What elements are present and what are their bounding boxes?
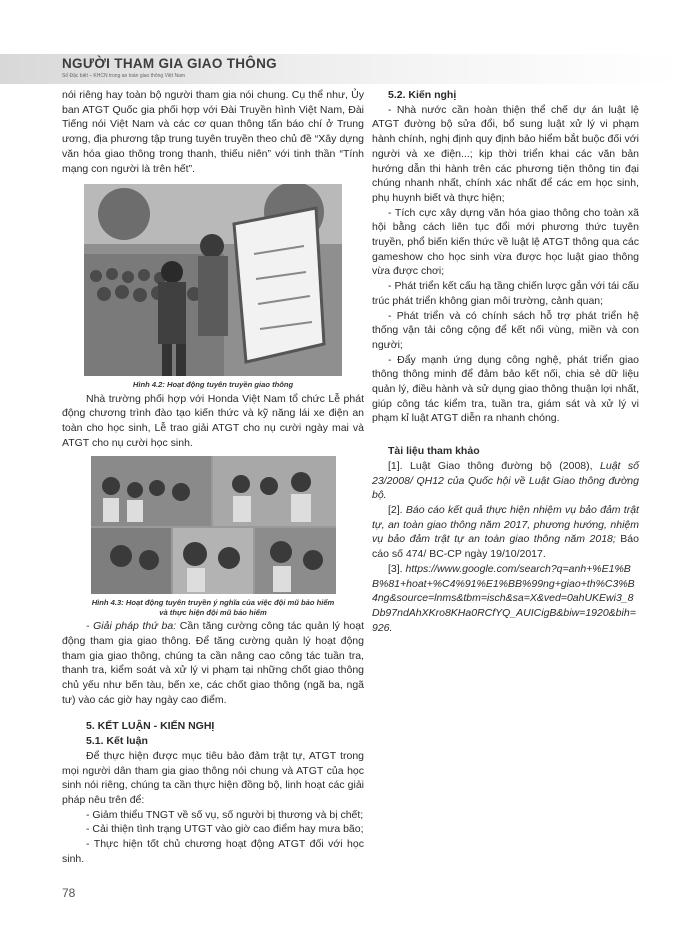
caption-line: Hình 4.3: Hoạt động tuyên truyền ý nghĩa của việc đội mũ bảo hiểm [91,598,335,608]
reference-link[interactable]: https://www.google.com/search?q=anh+%E1%BB%81+hoat+%C4%91%E1%BB%99ng+giao+th%C3%B4ng&source=lnms&tbm=isch&sa=X&ved=0ahUKEwi3_8Db97ndAhXKro8KHa0RCfYQ_AUICigB&biw=1920&bih=926. [372,562,636,634]
recommendation-item: - Phát triển kết cấu hạ tầng chiến lược gắn với tái cấu trúc phát triển không gian môi trường, cảnh quan; [372,280,639,307]
figure-4-2-caption: Hình 4.2: Hoạt động tuyên truyền giao thông [132,380,294,390]
reference-title: Báo cáo kết quả thực hiện nhiệm vụ bảo đảm trật tự, an toàn giao thông năm 2017, phương hướng, nhiệm vụ bảo đảm trật tự an toàn giao thông năm 2018; [372,503,639,546]
paragraph: nói riêng hay toàn bộ người tham gia nói chung. Cụ thể như, Ủy ban ATGT Quốc gia phối hợp với Đài Truyền hình Việt Nam, Đài Tiếng nói Việt Nam và các cơ quan thông tấn báo chí ở Trung ương, địa phương tập trung tuyên truyền theo chủ đề “Xây dựng văn hóa giao thông trong thanh, thiếu niên” với tinh thần “Tính mạng con người là trên hết”. [62,89,364,175]
magazine-subtitle: Số Đặc biệt – KHCN trong an toàn giao thông Việt Nam [62,73,186,79]
page-number: 78 [62,886,76,900]
recommendation-item: - Đẩy mạnh ứng dụng công nghệ, phát triển giao thông thông minh để đảm bảo kết nối, chia sẻ dữ liệu quản lý, điều hành và sử dụng giao thông thuận lợi nhất, giúp công tác kiểm tra, tuần tra, giám sát và xử lý vi phạm kỉ luật ATGT diễn ra nhanh chóng. [372,353,639,425]
reference-title: Luật số 23/2008/ QH12 của Quốc hội về Luật Giao thông đường bộ. [372,459,639,502]
reference-item [372,459,639,503]
reference-text: [1]. Luật Giao thông đường bộ (2008), [388,459,601,472]
reference-text: [3]. [388,562,406,575]
recommendation-item: - Phát triển và có chính sách hỗ trợ phát triển hệ thống vận tải công cộng để kết nối vùng, miền và con người; [372,309,639,351]
reference-text: [2]. [388,503,406,516]
paragraph [62,619,364,707]
traffic-propaganda-photo [84,184,342,376]
bullet-item: - Cải thiện tình trạng UTGT vào giờ cao điểm hay mưa bão; [86,823,364,836]
right-column [372,88,639,635]
caption-line: và thực hiện đội mũ bảo hiểm [159,607,267,617]
helmet-collage-photo [91,456,336,594]
reference-item [372,562,639,636]
solution-three-label: - Giải pháp thứ ba: [86,620,177,633]
bullet-item: - Thực hiện tốt chủ chương hoạt động ATGT đối với học sinh. [62,838,364,865]
solution-three-text: Cần tăng cường công tác quản lý hoạt động tham gia giao thông. Để tăng cường quản lý hoạt động tham gia giao thông, chúng ta cần nâng cao công tác tuần tra, thanh tra, kiểm soát và xử lý vi phạm tại những chốt giao thông chủ yếu như bến tàu, bến xe, các chốt giao thông (ngã ba, ngã tư) vào các giờ hay ngày cao điểm. [62,620,364,706]
figure-4-3-caption [62,598,364,617]
left-column [62,88,364,867]
recommendation-item: - Nhà nước cần hoàn thiện thể chế dự án luật lệ ATGT đường bộ sửa đổi, bổ sung luật xử lý vi phạm hành chính, nghị định quy định bảo hiểm bắt buộc đối với người và xe điện...; kịp thời triển khai các văn bản hướng dẫn thi hành trên các phương tiện thông tin đại chúng nhanh nhất, chính xác nhất để các em học sinh, phụ huynh biết và thực hiện; [372,103,639,204]
reference-item [372,503,639,562]
magazine-title: NGƯỜI THAM GIA GIAO THÔNG [62,56,277,71]
bullet-item: - Giảm thiểu TNGT về số vụ, số người bị thương và bị chết; [86,808,364,821]
paragraph: Để thực hiện được mục tiêu bảo đảm trật tự, ATGT trong mọi người dân tham gia giao thông nói chung và ATGT của học sinh nói riêng, chúng ta cần thực hiện đồng bộ, linh hoạt các giải pháp nêu trên để: [62,749,364,806]
section-5-1-heading: 5.1. Kết luận [86,735,148,748]
references-heading: Tài liệu tham khảo [388,445,480,458]
recommendation-item: - Tích cực xây dựng văn hóa giao thông cho toàn xã hội bằng cách liên tục đổi mới phương thức tuyên truyền, phổ biến kiến thức về luật lệ ATGT thông qua các gameshow cho học sinh vừa được học luật giao thông vừa được chơi; [372,206,639,278]
paragraph: Nhà trường phối hợp với Honda Việt Nam tổ chức Lễ phát động chương trình đào tạo kiến thức và kỹ năng lái xe điện an toàn cho học sinh, Lễ trao giải ATGT cho nụ cười ngày mai và ATGT cho nụ cười học sinh. [62,392,364,449]
section-5-2-heading: 5.2. Kiến nghị [388,89,457,101]
section-5-heading: 5. KẾT LUẬN - KIẾN NGHỊ [86,720,215,733]
reference-text: Báo cáo số 474/ BC-CP ngày 19/10/2017. [372,533,639,561]
